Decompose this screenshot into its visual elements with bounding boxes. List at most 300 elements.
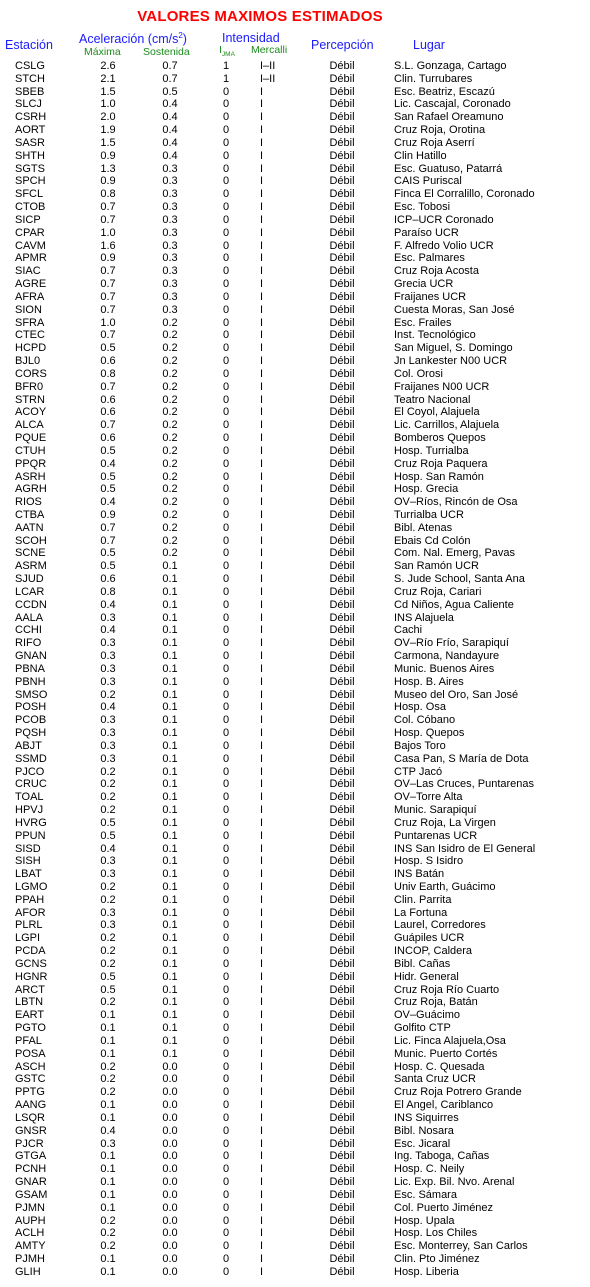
perception: Débil [329, 457, 355, 470]
max-acceleration: 0.2 [100, 945, 116, 958]
sustained-acceleration: 0.1 [162, 662, 178, 675]
location: Casa Pan, S María de Dota [394, 752, 529, 765]
sustained-acceleration: 0.2 [162, 547, 178, 560]
max-acceleration: 0.7 [100, 213, 116, 226]
table-row [0, 547, 590, 560]
table-row [0, 1086, 590, 1099]
location: Col. Puerto Jiménez [394, 1201, 494, 1214]
location: Cd Niños, Agua Caliente [394, 598, 514, 611]
sustained-acceleration: 0.4 [162, 136, 178, 149]
jma-intensity: 0 [222, 893, 230, 906]
sustained-acceleration: 0.4 [162, 98, 178, 111]
max-acceleration: 0.2 [100, 1060, 116, 1073]
header-ijma-letter: I [219, 44, 222, 56]
table-row [0, 971, 590, 984]
station-code: SIAC [15, 265, 41, 278]
mercalli-intensity: I [260, 278, 264, 291]
station-code: RIFO [15, 637, 42, 650]
max-acceleration: 0.2 [100, 765, 116, 778]
station-code: CTBA [15, 508, 45, 521]
jma-intensity: 0 [222, 483, 230, 496]
mercalli-intensity: I [260, 149, 264, 162]
location: OV–Guácimo [394, 1009, 461, 1022]
mercalli-intensity: I–II [260, 72, 276, 85]
max-acceleration: 0.3 [100, 906, 116, 919]
perception: Débil [329, 72, 355, 85]
jma-intensity: 0 [222, 970, 230, 983]
location: Munic. Sarapiquí [394, 804, 477, 817]
location: San Rafael Oreamuno [394, 111, 504, 124]
perception: Débil [329, 1073, 355, 1086]
jma-intensity: 0 [222, 355, 230, 368]
station-code: CORS [15, 367, 47, 380]
max-acceleration: 0.5 [100, 483, 116, 496]
perception: Débil [329, 213, 355, 226]
station-code: CTEC [15, 329, 45, 342]
sustained-acceleration: 0.3 [162, 278, 178, 291]
perception: Débil [329, 1124, 355, 1137]
perception: Débil [329, 637, 355, 650]
perception: Débil [329, 444, 355, 457]
perception: Débil [329, 804, 355, 817]
sustained-acceleration: 0.1 [162, 804, 178, 817]
header-maxima: Máxima [84, 46, 121, 58]
jma-intensity: 0 [222, 1060, 230, 1073]
max-acceleration: 0.5 [100, 816, 116, 829]
location: Puntarenas UCR [394, 829, 478, 842]
station-code: LCAR [15, 585, 45, 598]
table-row [0, 291, 590, 304]
location: Esc. Guatuso, Patarrá [394, 162, 503, 175]
location: Inst. Tecnológico [394, 329, 476, 342]
location: Turrialba UCR [394, 508, 464, 521]
station-code: CSLG [15, 60, 45, 72]
location: Ing. Taboga, Cañas [394, 1150, 490, 1163]
perception: Débil [329, 1188, 355, 1201]
mercalli-intensity: I [260, 457, 264, 470]
sustained-acceleration: 0.1 [162, 611, 178, 624]
sustained-acceleration: 0.2 [162, 432, 178, 445]
table-row [0, 881, 590, 894]
max-acceleration: 0.3 [100, 675, 116, 688]
sustained-acceleration: 0.2 [162, 355, 178, 368]
location: Esc. Beatriz, Escazú [394, 85, 495, 98]
station-code: SCOH [15, 534, 47, 547]
perception: Débil [329, 1150, 355, 1163]
location: Hosp. Los Chiles [394, 1227, 478, 1240]
sustained-acceleration: 0.3 [162, 188, 178, 201]
mercalli-intensity: I [260, 1034, 264, 1047]
mercalli-intensity: I [260, 521, 264, 534]
location: INS Alajuela [394, 611, 454, 624]
jma-intensity: 0 [222, 1111, 230, 1124]
max-acceleration: 0.2 [100, 804, 116, 817]
mercalli-intensity: I [260, 1240, 264, 1253]
max-acceleration: 0.2 [100, 881, 116, 893]
max-acceleration: 0.9 [100, 508, 116, 521]
jma-intensity: 0 [222, 637, 230, 650]
table-row [0, 1227, 590, 1240]
sustained-acceleration: 0.2 [162, 534, 178, 547]
max-acceleration: 0.8 [100, 585, 116, 598]
sustained-acceleration: 0.1 [162, 1022, 178, 1035]
station-code: SCNE [15, 547, 46, 560]
perception: Débil [329, 662, 355, 675]
location: Cruz Roja Acosta [394, 265, 479, 278]
perception: Débil [329, 521, 355, 534]
max-acceleration: 0.1 [100, 1201, 116, 1214]
station-code: SICP [15, 213, 41, 226]
location: OV–Torre Alta [394, 791, 463, 804]
jma-intensity: 0 [222, 573, 230, 586]
mercalli-intensity: I [260, 996, 264, 1009]
mercalli-intensity: I [260, 303, 264, 316]
sustained-acceleration: 0.1 [162, 573, 178, 586]
location: OV–Las Cruces, Puntarenas [394, 778, 535, 791]
header-ijma-subscript: JMA [221, 51, 235, 59]
max-acceleration: 0.3 [100, 739, 116, 752]
sustained-acceleration: 0.0 [162, 1253, 178, 1266]
station-code: GSTC [15, 1073, 46, 1086]
station-code: STRN [15, 393, 45, 406]
station-code: ALCA [15, 419, 44, 432]
max-acceleration: 0.2 [100, 1073, 116, 1086]
jma-intensity: 0 [222, 175, 230, 188]
mercalli-intensity: I [260, 1176, 264, 1189]
location: Hosp. Quepos [394, 727, 465, 740]
mercalli-intensity: I [260, 406, 264, 419]
perception: Débil [329, 1176, 355, 1189]
jma-intensity: 0 [222, 624, 230, 637]
perception: Débil [329, 1099, 355, 1112]
sustained-acceleration: 0.1 [162, 868, 178, 881]
table-row [0, 214, 590, 227]
mercalli-intensity: I [260, 85, 264, 98]
sustained-acceleration: 0.1 [162, 714, 178, 727]
table-row [0, 124, 590, 137]
jma-intensity: 0 [222, 1176, 230, 1189]
max-acceleration: 0.2 [100, 1227, 116, 1240]
station-code: ARCT [15, 983, 45, 996]
sustained-acceleration: 0.0 [162, 1060, 178, 1073]
mercalli-intensity: I [260, 701, 264, 714]
perception: Débil [329, 162, 355, 175]
table-row [0, 1112, 590, 1125]
jma-intensity: 0 [222, 1047, 230, 1060]
jma-intensity: 0 [222, 688, 230, 701]
perception: Débil [329, 868, 355, 881]
table-row [0, 329, 590, 342]
sustained-acceleration: 0.0 [162, 1124, 178, 1137]
location: Ebais Cd Colón [394, 534, 471, 547]
max-acceleration: 0.1 [100, 1163, 116, 1176]
jma-intensity: 0 [222, 791, 230, 804]
location: El Angel, Cariblanco [394, 1099, 494, 1112]
location: San Miguel, S. Domingo [394, 342, 513, 355]
station-code: PCOB [15, 714, 47, 727]
perception: Débil [329, 1214, 355, 1227]
location: Golfito CTP [394, 1022, 451, 1035]
mercalli-intensity: I [260, 855, 264, 868]
station-code: PQUE [15, 432, 47, 445]
max-acceleration: 0.5 [100, 970, 116, 983]
jma-intensity: 0 [222, 945, 230, 958]
jma-intensity: 0 [222, 1163, 230, 1176]
table-row [0, 458, 590, 471]
location: Bomberos Quepos [394, 432, 486, 445]
jma-intensity: 0 [222, 329, 230, 342]
sustained-acceleration: 0.5 [162, 85, 178, 98]
max-acceleration: 0.6 [100, 573, 116, 586]
mercalli-intensity: I [260, 367, 264, 380]
table-row [0, 573, 590, 586]
mercalli-intensity: I [260, 432, 264, 445]
perception: Débil [329, 393, 355, 406]
sustained-acceleration: 0.4 [162, 111, 178, 124]
jma-intensity: 0 [222, 829, 230, 842]
header-ijma [219, 44, 235, 58]
location: S. Jude School, Santa Ana [394, 573, 525, 586]
jma-intensity: 0 [222, 585, 230, 598]
sustained-acceleration: 0.1 [162, 996, 178, 1009]
station-code: LGMO [15, 881, 48, 893]
jma-intensity: 0 [222, 701, 230, 714]
sustained-acceleration: 0.2 [162, 393, 178, 406]
location: Cachi [394, 624, 423, 637]
mercalli-intensity: I [260, 1124, 264, 1137]
sustained-acceleration: 0.1 [162, 919, 178, 932]
table-row [0, 522, 590, 535]
sustained-acceleration: 0.1 [162, 585, 178, 598]
table-row [0, 1048, 590, 1061]
perception: Débil [329, 1253, 355, 1266]
location: Clin. Pto Jiménez [394, 1253, 480, 1266]
max-acceleration: 0.9 [100, 252, 116, 265]
mercalli-intensity: I [260, 688, 264, 701]
max-acceleration: 0.1 [100, 1034, 116, 1047]
table-row [0, 804, 590, 817]
jma-intensity: 0 [222, 1009, 230, 1022]
max-acceleration: 0.8 [100, 188, 116, 201]
table-row [0, 855, 590, 868]
max-acceleration: 0.3 [100, 868, 116, 881]
jma-intensity: 0 [222, 85, 230, 98]
jma-intensity: 0 [222, 650, 230, 663]
location: Cruz Roja Potrero Grande [394, 1086, 522, 1099]
max-acceleration: 0.2 [100, 688, 116, 701]
station-code: AGRE [15, 278, 47, 291]
station-code: GLIH [15, 1265, 41, 1278]
jma-intensity: 0 [222, 162, 230, 175]
location: Col. Orosi [394, 367, 443, 380]
max-acceleration: 0.6 [100, 393, 116, 406]
location: Carmona, Nandayure [394, 650, 500, 663]
station-code: AALA [15, 611, 44, 624]
mercalli-intensity: I [260, 342, 264, 355]
table-row [0, 753, 590, 766]
max-acceleration: 1.5 [100, 85, 116, 98]
table-row [0, 1009, 590, 1022]
mercalli-intensity: I [260, 111, 264, 124]
perception: Débil [329, 842, 355, 855]
location: Cruz Roja Río Cuarto [394, 983, 500, 996]
max-acceleration: 0.3 [100, 714, 116, 727]
perception: Débil [329, 752, 355, 765]
jma-intensity: 0 [222, 560, 230, 573]
mercalli-intensity: I [260, 226, 264, 239]
table-row [0, 778, 590, 791]
location: Esc. Frailes [394, 316, 452, 329]
jma-intensity: 0 [222, 598, 230, 611]
location: Finca El Corralillo, Coronado [394, 188, 535, 201]
page-title: VALORES MAXIMOS ESTIMADOS [137, 8, 383, 25]
perception: Débil [329, 727, 355, 740]
perception: Débil [329, 970, 355, 983]
station-code: PBNA [15, 662, 45, 675]
station-code: PQSH [15, 727, 47, 740]
header-sostenida: Sostenida [143, 46, 190, 58]
sustained-acceleration: 0.2 [162, 457, 178, 470]
table-row [0, 150, 590, 163]
max-acceleration: 0.4 [100, 496, 116, 509]
perception: Débil [329, 60, 355, 72]
max-acceleration: 0.3 [100, 662, 116, 675]
location: Cruz Roja, Cariari [394, 585, 482, 598]
jma-intensity: 0 [222, 996, 230, 1009]
max-acceleration: 0.7 [100, 303, 116, 316]
max-acceleration: 0.4 [100, 1124, 116, 1137]
table-row [0, 368, 590, 381]
perception: Débil [329, 534, 355, 547]
perception: Débil [329, 611, 355, 624]
station-code: EART [15, 1009, 45, 1022]
jma-intensity: 0 [222, 983, 230, 996]
mercalli-intensity: I [260, 983, 264, 996]
perception: Débil [329, 983, 355, 996]
perception: Débil [329, 1137, 355, 1150]
table-row [0, 1240, 590, 1253]
location: Hosp. C. Quesada [394, 1060, 485, 1073]
max-acceleration: 0.2 [100, 1240, 116, 1253]
perception: Débil [329, 496, 355, 509]
station-code: TOAL [15, 791, 44, 804]
location: Museo del Oro, San José [394, 688, 519, 701]
sustained-acceleration: 0.2 [162, 406, 178, 419]
station-code: PPTG [15, 1086, 45, 1099]
max-acceleration: 0.6 [100, 355, 116, 368]
max-acceleration: 0.7 [100, 380, 116, 393]
location: F. Alfredo Volio UCR [394, 239, 494, 252]
max-acceleration: 0.1 [100, 1009, 116, 1022]
jma-intensity: 0 [222, 881, 230, 893]
jma-intensity: 0 [222, 124, 230, 137]
mercalli-intensity: I [260, 727, 264, 740]
station-code: PJMH [15, 1253, 45, 1266]
perception: Débil [329, 432, 355, 445]
sustained-acceleration: 0.3 [162, 175, 178, 188]
jma-intensity: 0 [222, 432, 230, 445]
header-aceleracion-close: ) [182, 32, 187, 47]
perception: Débil [329, 355, 355, 368]
mercalli-intensity: I [260, 162, 264, 175]
station-code: AGRH [15, 483, 47, 496]
sustained-acceleration: 0.2 [162, 470, 178, 483]
mercalli-intensity: I [260, 598, 264, 611]
max-acceleration: 0.3 [100, 727, 116, 740]
station-code: LGPI [15, 932, 41, 945]
table-row [0, 919, 590, 932]
station-code: PPUN [15, 829, 46, 842]
jma-intensity: 0 [222, 1150, 230, 1163]
max-acceleration: 0.3 [100, 855, 116, 868]
perception: Débil [329, 265, 355, 278]
sustained-acceleration: 0.2 [162, 367, 178, 380]
station-code: ACOY [15, 406, 47, 419]
sustained-acceleration: 0.1 [162, 701, 178, 714]
perception: Débil [329, 765, 355, 778]
mercalli-intensity: I [260, 1099, 264, 1112]
sustained-acceleration: 0.1 [162, 1034, 178, 1047]
station-code: SMSO [15, 688, 48, 701]
max-acceleration: 0.7 [100, 265, 116, 278]
location: Lic. Exp. Bil. Nvo. Arenal [394, 1176, 515, 1189]
max-acceleration: 0.3 [100, 919, 116, 932]
sustained-acceleration: 0.1 [162, 842, 178, 855]
mercalli-intensity: I [260, 329, 264, 342]
sustained-acceleration: 0.1 [162, 650, 178, 663]
location: Hidr. General [394, 970, 459, 983]
table-row [0, 201, 590, 214]
max-acceleration: 1.0 [100, 316, 116, 329]
location: Hosp. Liberia [394, 1265, 459, 1278]
jma-intensity: 0 [222, 380, 230, 393]
mercalli-intensity: I [260, 881, 264, 893]
mercalli-intensity: I [260, 265, 264, 278]
location: Grecia UCR [394, 278, 454, 291]
table-row [0, 252, 590, 265]
sustained-acceleration: 0.2 [162, 342, 178, 355]
jma-intensity: 0 [222, 1073, 230, 1086]
station-code: PBNH [15, 675, 46, 688]
sustained-acceleration: 0.2 [162, 496, 178, 509]
table-row [0, 1022, 590, 1035]
station-code: ASCH [15, 1060, 46, 1073]
perception: Débil [329, 739, 355, 752]
header-aceleracion-text: Aceleración (cm/s [79, 32, 179, 47]
sustained-acceleration: 0.1 [162, 932, 178, 945]
max-acceleration: 0.7 [100, 278, 116, 291]
sustained-acceleration: 0.2 [162, 444, 178, 457]
station-code: ACLH [15, 1227, 45, 1240]
perception: Débil [329, 175, 355, 188]
jma-intensity: 0 [222, 1137, 230, 1150]
sustained-acceleration: 0.1 [162, 765, 178, 778]
sustained-acceleration: 0.1 [162, 598, 178, 611]
station-code: CPAR [15, 226, 45, 239]
station-code: SISH [15, 855, 41, 868]
station-code: GTGA [15, 1150, 47, 1163]
mercalli-intensity: I [260, 1009, 264, 1022]
location: Cruz Roja Aserrí [394, 136, 475, 149]
location: Esc. Tobosi [394, 201, 451, 214]
station-code: SFCL [15, 188, 44, 201]
station-code: AMTY [15, 1240, 46, 1253]
perception: Débil [329, 149, 355, 162]
perception: Débil [329, 1240, 355, 1253]
mercalli-intensity: I [260, 470, 264, 483]
jma-intensity: 0 [222, 611, 230, 624]
jma-intensity: 0 [222, 906, 230, 919]
